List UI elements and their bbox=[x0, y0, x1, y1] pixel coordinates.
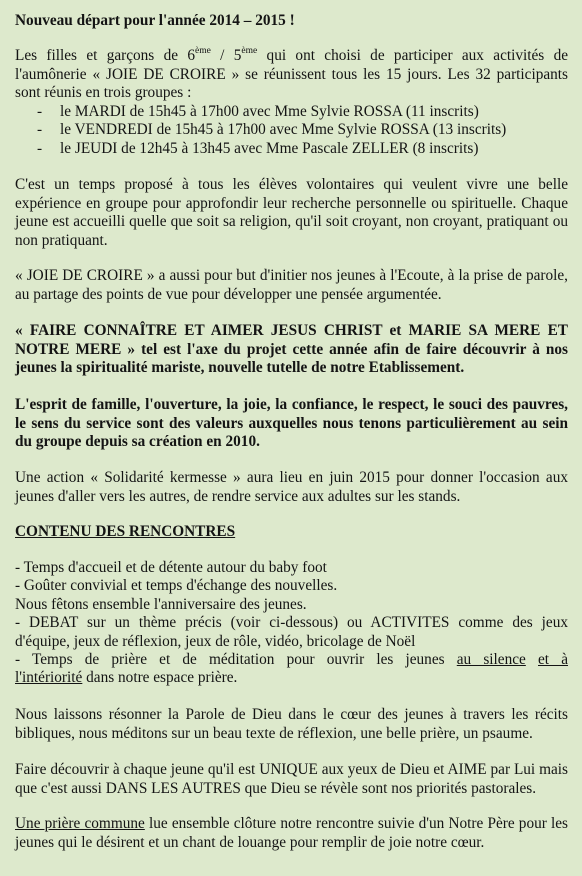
paragraph-parole: Nous laissons résonner la Parole de Dieu dans le cœur des jeunes à travers les récits bibliques, nous méditons sur un beau texte de réflexion, une belle prière, un psaume. bbox=[15, 706, 568, 742]
list-item: l'intériorité dans notre espace prière. bbox=[15, 669, 238, 686]
intro-line-3: sont réunis en trois groupes : bbox=[15, 84, 192, 101]
list-item: - Goûter convivial et temps d'échange des nouvelles. bbox=[15, 577, 338, 594]
intro-line-1: Les filles et garçons de 6ème / 5ème qui ont choisi de participer aux activités de bbox=[15, 45, 569, 64]
paragraph-unique: Faire découvrir à chaque jeune qu'il est UNIQUE aux yeux de Dieu et AIME par Lui mais que c'est aussi DANS LES AUTRES que Dieu se révèle sont nos priorités pastorales. bbox=[15, 761, 568, 797]
list-item: - Temps d'accueil et de détente autour du baby foot bbox=[15, 559, 327, 576]
page-title: Nouveau départ pour l'année 2014 – 2015 ! bbox=[15, 12, 295, 29]
paragraph-temps: C'est un temps proposé à tous les élèves volontaires qui veulent vivre une belle expérience en groupe pour approfondir leur recherche personnelle ou spirituelle. Chaque jeune est accueilli quelle que soit sa religion, qu'il soit croyant, non croyant, pratiquant ou non pratiquant. bbox=[15, 176, 568, 249]
paragraph-esprit: L'esprit de famille, l'ouverture, la joie, la confiance, le respect, le souci des pauvres, le sens du service sont des valeurs auxquelles nous tenons particulièrement au sein du groupe depuis sa création en 2010. bbox=[15, 396, 568, 450]
paragraph-action: Une action « Solidarité kermesse » aura lieu en juin 2015 pour donner l'occasion aux jeunes d'aller vers les autres, de rendre service aux adultes sur les stands. bbox=[15, 469, 568, 505]
list-item: - DEBAT sur un thème précis (voir ci-dessous) ou ACTIVITES comme des jeux bbox=[15, 614, 568, 631]
intro-line-2: l'aumônerie « JOIE DE CROIRE » se réunissent tous les 15 jours. Les 32 participants bbox=[15, 65, 568, 83]
list-item: - le MARDI de 15h45 à 17h00 avec Mme Sylvie ROSSA (11 inscrits) bbox=[37, 103, 479, 120]
paragraph-priere: Une prière commune lue ensemble clôture notre rencontre suivie d'un Notre Père pour les jeunes qui le désirent et un chant de louange pour remplir de joie notre cœur. bbox=[15, 815, 568, 851]
list-item: - le JEUDI de 12h45 à 13h45 avec Mme Pascale ZELLER (8 inscrits) bbox=[37, 140, 479, 157]
list-item: Nous fêtons ensemble l'anniversaire des jeunes. bbox=[15, 596, 307, 613]
list-item: - le VENDREDI de 15h45 à 17h00 avec Mme Sylvie ROSSA (13 inscrits) bbox=[37, 121, 507, 138]
section-heading: CONTENU DES RENCONTRES bbox=[15, 523, 236, 540]
list-item: d'équipe, jeux de réflexion, jeux de rôle, vidéo, bricolage de Noël bbox=[15, 633, 416, 650]
paragraph-faire-connaitre: « FAIRE CONNAÎTRE ET AIMER JESUS CHRIST et MARIE SA MERE ET NOTRE MERE » tel est l'axe du projet cette année afin de faire découvrir à nos jeunes la spiritualité mariste, nouvelle tutelle de notre Etablissement. bbox=[15, 322, 568, 376]
paragraph-joie: « JOIE DE CROIRE » a aussi pour but d'initier nos jeunes à l'Ecoute, à la prise de parole, au partage des points de vue pour développer une pensée argumentée. bbox=[15, 267, 568, 303]
list-item: - Temps de prière et de méditation pour ouvrir les jeunes au silence et à bbox=[15, 651, 568, 668]
intro-paragraph bbox=[15, 47, 568, 103]
